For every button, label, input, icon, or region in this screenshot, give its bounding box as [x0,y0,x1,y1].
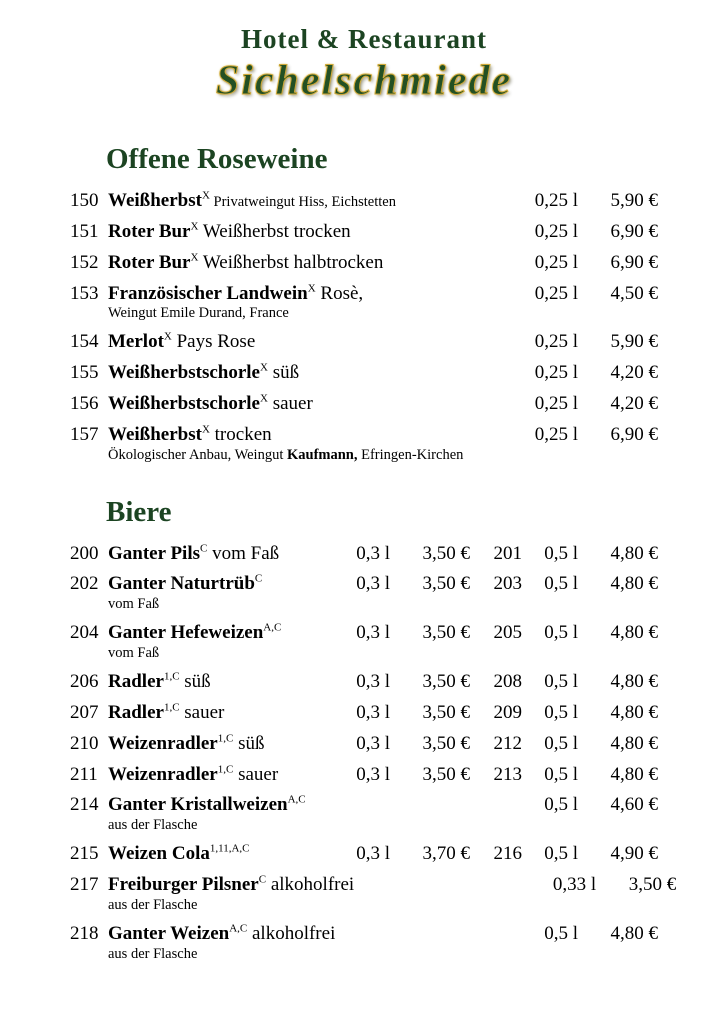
item-name [108,702,336,724]
item-footnote: X [201,189,210,202]
item-name [108,424,506,446]
item-note [108,448,658,464]
menu-item-row [70,393,658,415]
menu-item-row [70,252,658,274]
item-price: 5,90 € [610,190,658,211]
item-name [108,190,506,212]
item-footnote: 1,C [163,670,180,683]
item-size-small: 0,3 l [356,732,390,754]
item-subnote: aus der Flasche [108,945,198,962]
item-number-large: 216 [493,843,522,865]
item-footnote: A,C [287,794,306,807]
item-number: 211 [70,763,98,785]
item-name [108,794,336,816]
item-price: 4,50 € [610,282,658,304]
item-name [108,573,336,595]
item-name-text: Weißherbstschorle [108,393,260,414]
menu-item-row [70,764,658,786]
item-number: 152 [70,251,99,273]
menu-item-row [70,873,677,914]
item-name [108,362,506,384]
item-size-small: 0,3 l [356,763,390,785]
item-number: 202 [70,573,99,595]
item-size-large: 0,5 l [544,671,578,693]
item-price-large: 4,80 € [610,622,658,644]
item-price-large: 4,80 € [610,671,658,693]
item-footnote: X [260,361,268,374]
item-price-small: 3,50 € [422,671,470,693]
item-name [108,622,336,644]
item-footnote: C [258,873,267,886]
item-note [108,306,658,322]
item-footnote: X [201,423,210,436]
item-name-text: Weizenradler [108,763,218,785]
item-size-small: 0,3 l [356,843,390,865]
item-desc: süß [267,362,300,384]
biere-list [70,542,677,963]
item-desc: Weißherbst halbtrocken [198,251,384,273]
item-footnote: 1,11,A,C [209,842,250,855]
item-name [108,252,506,274]
item-name-text: Ganter Weizen [108,922,230,944]
item-number-large: 212 [493,732,522,754]
item-number: 207 [70,701,99,723]
roseweine-list [70,190,658,464]
item-footnote: A,C [263,621,282,634]
item-number-large: 205 [493,622,522,644]
item-desc: Rosè, [315,282,364,304]
item-size-large: 0,5 l [544,622,578,644]
section-title-biere: Biere [106,495,172,528]
item-desc: vom Faß [207,542,280,564]
item-name-text: Weißherbst [108,423,202,445]
item-subnote: vom Faß [108,645,160,662]
item-price-small: 3,50 € [422,763,470,785]
item-desc: trocken [209,423,272,445]
item-name-text: Ganter Naturtrüb [108,573,255,595]
brand-header [70,24,658,105]
item-number-large: 208 [493,671,522,693]
item-name-text: Roter Bur [108,251,191,273]
item-subnote: aus der Flasche [108,896,198,913]
item-desc-small: Privatweingut Hiss, Eichstetten [209,194,396,210]
item-name-text: Weißherbstschorle [108,362,260,384]
item-price-large: 4,80 € [610,542,658,564]
item-size-large: 0,5 l [544,763,578,785]
item-price: 4,20 € [610,362,658,384]
item-footnote: 1,C [163,701,180,714]
item-name-text: Roter Bur [108,220,191,242]
item-desc: sauer [233,763,279,785]
item-price-large: 4,90 € [610,843,658,865]
item-desc: sauer [267,393,313,414]
item-name-text: Freiburger Pilsner [108,874,259,896]
item-desc: Weißherbst trocken [198,220,351,242]
item-footnote: X [190,220,199,233]
item-desc: Pays Rose [171,331,256,353]
item-note-text: Ökologischer Anbau, Weingut [108,446,287,463]
brand-title: Sichelschmiede [215,58,513,104]
item-price-large: 4,80 € [610,763,658,785]
item-price-small: 3,50 € [422,701,470,723]
item-name [108,543,336,565]
item-price-small: 3,50 € [422,732,470,754]
item-note-text: Weingut Emile Durand, France [108,305,289,322]
item-size-large: 0,5 l [544,573,578,595]
item-footnote: C [254,573,263,586]
item-size-small: 0,3 l [356,622,390,644]
item-size-large: 0,5 l [544,732,578,754]
item-name [108,843,336,865]
item-footnote: 1,C [217,763,234,776]
item-name-text: Französischer Landwein [108,282,308,304]
item-name [108,393,506,415]
item-name-text: Radler [108,671,164,693]
item-number: 215 [70,843,99,865]
item-number-large: 209 [493,701,522,723]
item-number-large: 213 [493,763,522,785]
item-name [108,733,336,755]
item-price-small: 3,50 € [422,542,470,564]
item-note-bold: Kaufmann, [286,446,358,463]
item-number: 150 [70,190,99,211]
item-name-text: Weizen Cola [108,843,210,865]
item-size: 0,25 l [534,362,578,384]
menu-item-row [70,843,658,865]
item-size: 0,25 l [534,393,578,414]
item-footnote: X [163,330,172,343]
item-subnote: aus der Flasche [108,817,198,834]
section-title-roseweine: Offene Roseweine [106,143,328,175]
item-name-text: Ganter Kristallweizen [108,794,288,816]
item-number-large: 201 [493,542,522,564]
item-size-large: 0,5 l [544,922,578,944]
item-desc: sauer [179,701,225,723]
item-footnote: X [307,282,316,295]
item-name-text: Ganter Pils [108,542,201,564]
item-number: 204 [70,622,99,644]
item-size-small: 0,3 l [356,671,390,693]
menu-item-row [70,702,658,724]
item-number: 200 [70,542,99,564]
menu-item-row [70,424,658,464]
item-price-small: 3,70 € [422,843,470,865]
item-price: 4,20 € [610,393,658,414]
item-number: 157 [70,423,99,445]
menu-item-row [70,573,658,613]
menu-item-row [70,362,658,384]
item-price-large: 4,80 € [610,922,658,944]
item-name [108,671,336,693]
item-size-large: 0,5 l [544,794,578,816]
item-size: 0,25 l [534,220,578,242]
item-name-text: Weißherbst [108,190,202,211]
item-size-large: 0,5 l [544,843,578,865]
item-price-large: 4,60 € [610,794,658,816]
item-name-text: Radler [108,701,164,723]
menu-item-row [70,331,658,353]
item-name [108,331,506,353]
item-price: 6,90 € [610,423,658,445]
menu-item-row [70,923,658,963]
item-number: 217 [70,874,99,896]
item-number: 218 [70,922,99,944]
item-price-large: 4,80 € [610,701,658,723]
item-size: 0,25 l [534,331,578,353]
menu-item-row [70,733,658,755]
menu-item-row [70,671,658,693]
item-desc: alkoholfrei [266,874,355,896]
item-number: 155 [70,362,99,384]
menu-item-row [70,794,658,834]
item-price-large: 4,80 € [610,573,658,595]
item-footnote: 1,C [217,732,234,745]
item-name [108,764,336,786]
item-note-text: Efringen-Kirchen [357,446,464,463]
item-size-large: 0,5 l [544,542,578,564]
item-size-large: 0,33 l [552,874,597,896]
item-size: 0,25 l [534,423,578,445]
item-desc: süß [233,732,265,754]
item-price: 5,90 € [610,331,658,353]
item-price-small: 3,50 € [422,622,470,644]
item-name [108,221,506,243]
item-size-small: 0,3 l [356,701,390,723]
item-size-large: 0,5 l [544,701,578,723]
item-footnote: A,C [229,922,248,935]
item-desc: alkoholfrei [247,922,336,944]
item-number: 156 [70,393,99,414]
item-number: 206 [70,671,99,693]
item-desc: süß [179,671,211,693]
item-size-small: 0,3 l [356,573,390,595]
item-number: 153 [70,282,99,304]
item-number: 210 [70,732,99,754]
menu-item-row [70,190,658,212]
brand-subtitle: Hotel & Restaurant [241,24,487,54]
item-price-large: 3,50 € [628,874,677,896]
item-size: 0,25 l [534,282,578,304]
item-subnote: vom Faß [108,596,160,613]
item-price: 6,90 € [610,220,658,242]
item-number-large: 203 [493,573,522,595]
menu-item-row [70,543,658,565]
item-number: 214 [70,794,99,816]
item-name-text: Merlot [108,331,164,353]
item-size: 0,25 l [534,190,578,211]
item-size-small: 0,3 l [356,542,390,564]
menu-item-row [70,221,658,243]
item-name [108,283,506,305]
item-footnote: X [190,251,199,264]
item-name-text: Weizenradler [108,732,218,754]
item-name-text: Ganter Hefeweizen [108,622,264,644]
item-name [108,874,354,896]
menu-item-row [70,283,658,323]
item-footnote: X [260,392,268,405]
item-size: 0,25 l [534,251,578,273]
item-price-large: 4,80 € [610,732,658,754]
item-number: 151 [70,220,99,242]
item-price-small: 3,50 € [422,573,470,595]
item-footnote: C [200,542,208,555]
item-number: 154 [70,331,99,353]
item-price: 6,90 € [610,251,658,273]
item-name [108,923,336,945]
menu-item-row [70,622,658,662]
